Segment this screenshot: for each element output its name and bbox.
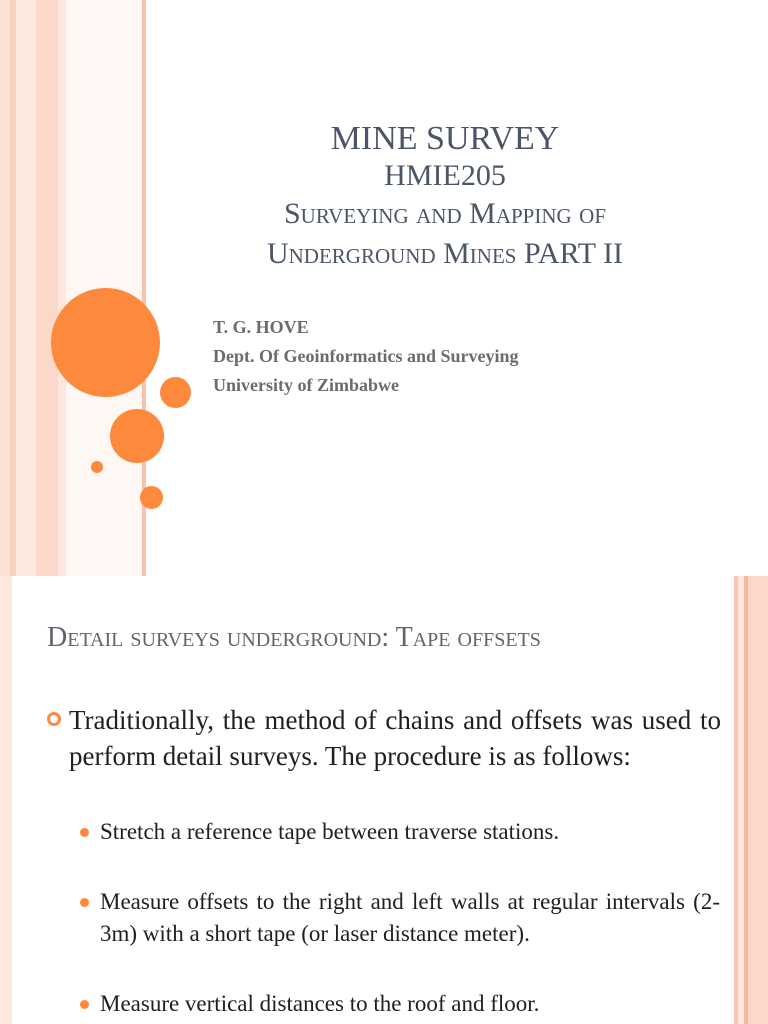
slide-title (150, 120, 740, 274)
author-department: Dept. Of Geoinformatics and Surveying (213, 346, 519, 366)
dot-bullet-icon (80, 898, 89, 907)
slide-heading: Detail surveys underground: Tape offsets (47, 622, 541, 653)
dot-bullet-icon (80, 1000, 89, 1009)
title-topic: Surveying and Mapping of (283, 197, 607, 230)
author-name: T. G. HOVE (213, 317, 309, 337)
ring-bullet-icon (47, 712, 61, 726)
sub-bullet-text: Stretch a reference tape between traverse stations. (100, 819, 560, 844)
decorative-circle (140, 486, 163, 509)
title-code: HMIE205 (384, 159, 506, 192)
decorative-stripe (36, 0, 58, 576)
decorative-stripe (0, 0, 10, 576)
sub-bullet-text: Measure offsets to the right and left walls at regular intervals (2-3m) with a short tape (or laser distance meter). (100, 889, 720, 946)
author-university: University of Zimbabwe (213, 375, 399, 395)
decorative-circle (110, 409, 164, 463)
decorative-stripe (748, 576, 768, 1024)
author-block (213, 313, 519, 400)
decorative-stripe (0, 576, 12, 1024)
title-part: PART II (516, 237, 624, 270)
dot-bullet-icon (80, 828, 89, 837)
decorative-stripe (16, 0, 36, 576)
title-topic-line2 (150, 234, 740, 274)
content-slide (0, 576, 768, 1024)
sub-bullet-text: Measure vertical distances to the roof and floor. (100, 991, 540, 1016)
decorative-circle-large (51, 288, 160, 397)
title-course: MINE SURVEY (330, 120, 560, 157)
decorative-stripe (58, 0, 66, 576)
decorative-circle (91, 461, 103, 473)
title-topic-smallcaps: Underground Mines (266, 237, 517, 270)
bullet-text: Traditionally, the method of chains and offsets was used to perform detail surveys. The procedure is as follows: (69, 705, 721, 771)
decorative-circle (160, 377, 191, 408)
